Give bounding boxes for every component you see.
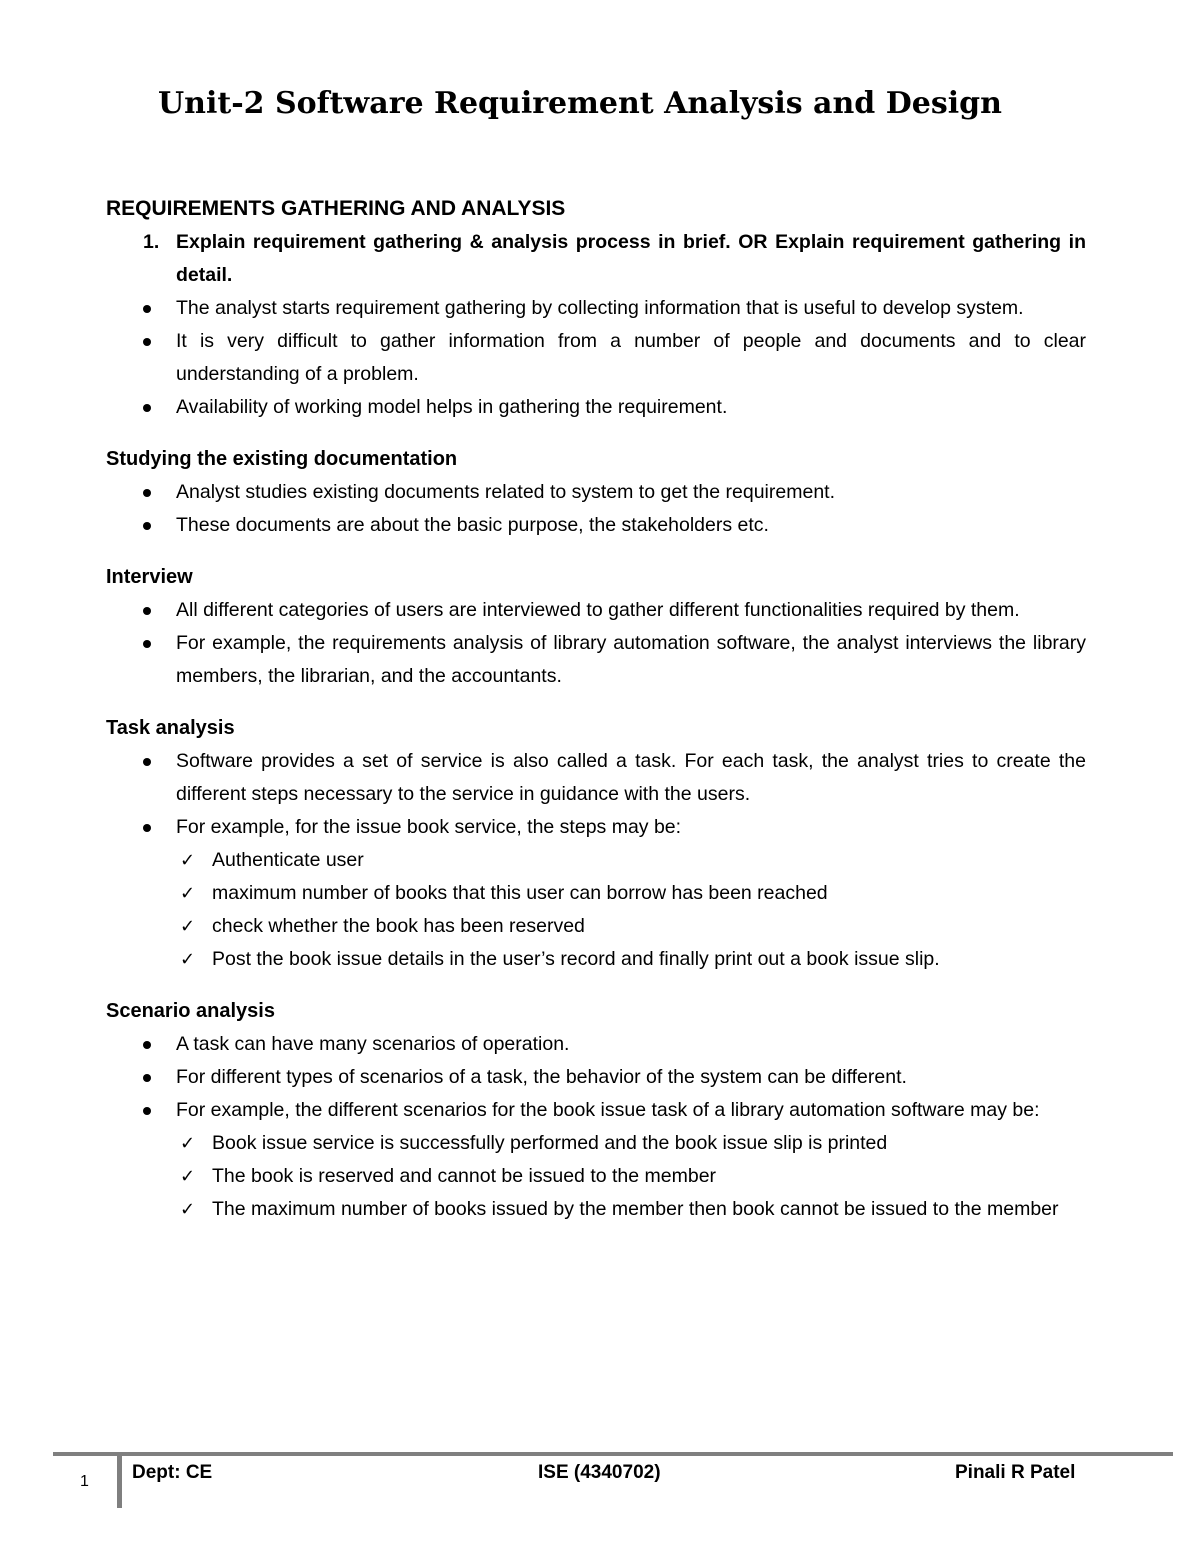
section-heading: Studying the existing documentation xyxy=(106,448,458,470)
interview-section xyxy=(106,560,1086,693)
footer-course: ISE (4340702) xyxy=(538,1462,661,1483)
list-item xyxy=(106,1094,1086,1127)
list-item xyxy=(106,391,1086,424)
page-number: 1 xyxy=(80,1473,89,1490)
bullet-icon xyxy=(143,640,151,648)
requirements-gathering-section xyxy=(106,192,1086,424)
list-item xyxy=(106,325,1086,391)
list-item-text: For different types of scenarios of a task, the behavior of the system can be different. xyxy=(176,1066,907,1088)
checklist-item-text: maximum number of books that this user can borrow has been reached xyxy=(212,882,828,904)
page-title: Unit-2 Software Requirement Analysis and Design xyxy=(158,86,1002,121)
list-item-text: The analyst starts requirement gathering by collecting information that is useful to develop system. xyxy=(176,297,1024,319)
list-item-text: It is very difficult to gather information from a number of people and documents and to clear understanding of a problem. xyxy=(176,330,1086,385)
checkmark-icon: ✓ xyxy=(180,1166,196,1187)
section-heading: Interview xyxy=(106,566,193,588)
bullet-icon xyxy=(143,758,151,766)
bullet-icon xyxy=(143,607,151,615)
main-heading: REQUIREMENTS GATHERING AND ANALYSIS xyxy=(106,197,566,220)
checklist-item-text: Post the book issue details in the user’s record and finally print out a book issue slip. xyxy=(212,948,940,970)
list-item-text: A task can have many scenarios of operation. xyxy=(176,1033,570,1055)
list-item xyxy=(106,1061,1086,1094)
list-item-text: Analyst studies existing documents related to system to get the requirement. xyxy=(176,481,836,503)
scenario-analysis-section xyxy=(106,994,1086,1226)
checkmark-icon: ✓ xyxy=(180,850,196,871)
footer-author: Pinali R Patel xyxy=(955,1462,1076,1483)
list-item xyxy=(106,509,1086,542)
list-item xyxy=(106,594,1086,627)
checklist-item-text: Book issue service is successfully performed and the book issue slip is printed xyxy=(212,1132,888,1154)
checklist-item-text: check whether the book has been reserved xyxy=(212,915,585,937)
checklist-item xyxy=(106,910,1086,943)
list-item xyxy=(106,292,1086,325)
list-item-text: These documents are about the basic purpose, the stakeholders etc. xyxy=(176,514,769,536)
list-item xyxy=(106,627,1086,693)
list-item-text: Availability of working model helps in gathering the requirement. xyxy=(176,396,728,418)
bullet-icon xyxy=(143,305,151,313)
list-item-text: For example, for the issue book service, the steps may be: xyxy=(176,816,682,838)
list-item-text: For example, the requirements analysis of library automation software, the analyst interviews the library members, the librarian, and the accountants. xyxy=(176,632,1086,687)
question-item xyxy=(106,226,1086,292)
bullet-icon xyxy=(143,404,151,412)
checklist-item xyxy=(106,1127,1086,1160)
bullet-icon xyxy=(143,1041,151,1049)
footer-divider xyxy=(53,1452,1173,1456)
list-item-text: Software provides a set of service is also called a task. For each task, the analyst tries to create the different steps necessary to the service in guidance with the users. xyxy=(176,750,1086,805)
footer-vertical-divider xyxy=(117,1456,122,1508)
document-body xyxy=(106,192,1086,1244)
checklist-item-text: The book is reserved and cannot be issued to the member xyxy=(212,1165,717,1187)
footer-dept: Dept: CE xyxy=(132,1462,213,1483)
checklist-item xyxy=(106,1160,1086,1193)
bullet-icon xyxy=(143,338,151,346)
bullet-icon xyxy=(143,1074,151,1082)
bullet-icon xyxy=(143,522,151,530)
list-item xyxy=(106,745,1086,811)
section-heading: Scenario analysis xyxy=(106,1000,275,1022)
checkmark-icon: ✓ xyxy=(180,916,196,937)
checkmark-icon: ✓ xyxy=(180,1199,196,1220)
checklist-item-text: The maximum number of books issued by the member then book cannot be issued to the member xyxy=(212,1198,1059,1220)
checkmark-icon: ✓ xyxy=(180,883,196,904)
checkmark-icon: ✓ xyxy=(180,1133,196,1154)
list-item xyxy=(106,811,1086,844)
checklist-item xyxy=(106,1193,1086,1226)
existing-documentation-section xyxy=(106,442,1086,542)
list-item-text: For example, the different scenarios for the book issue task of a library automation software may be: xyxy=(176,1099,1040,1121)
task-analysis-section xyxy=(106,711,1086,976)
bullet-icon xyxy=(143,489,151,497)
checklist-item xyxy=(106,943,1086,976)
list-item-text: All different categories of users are interviewed to gather different functionalities required by them. xyxy=(176,599,1020,621)
section-heading: Task analysis xyxy=(106,717,235,739)
question-number: 1. xyxy=(143,231,160,253)
list-item xyxy=(106,1028,1086,1061)
checkmark-icon: ✓ xyxy=(180,949,196,970)
checklist-item xyxy=(106,877,1086,910)
checklist-item-text: Authenticate user xyxy=(212,849,364,871)
bullet-icon xyxy=(143,1107,151,1115)
checklist-item xyxy=(106,844,1086,877)
list-item xyxy=(106,476,1086,509)
question-text: Explain requirement gathering & analysis process in brief. OR Explain requirement gathering in detail. xyxy=(176,231,1086,286)
bullet-icon xyxy=(143,824,151,832)
